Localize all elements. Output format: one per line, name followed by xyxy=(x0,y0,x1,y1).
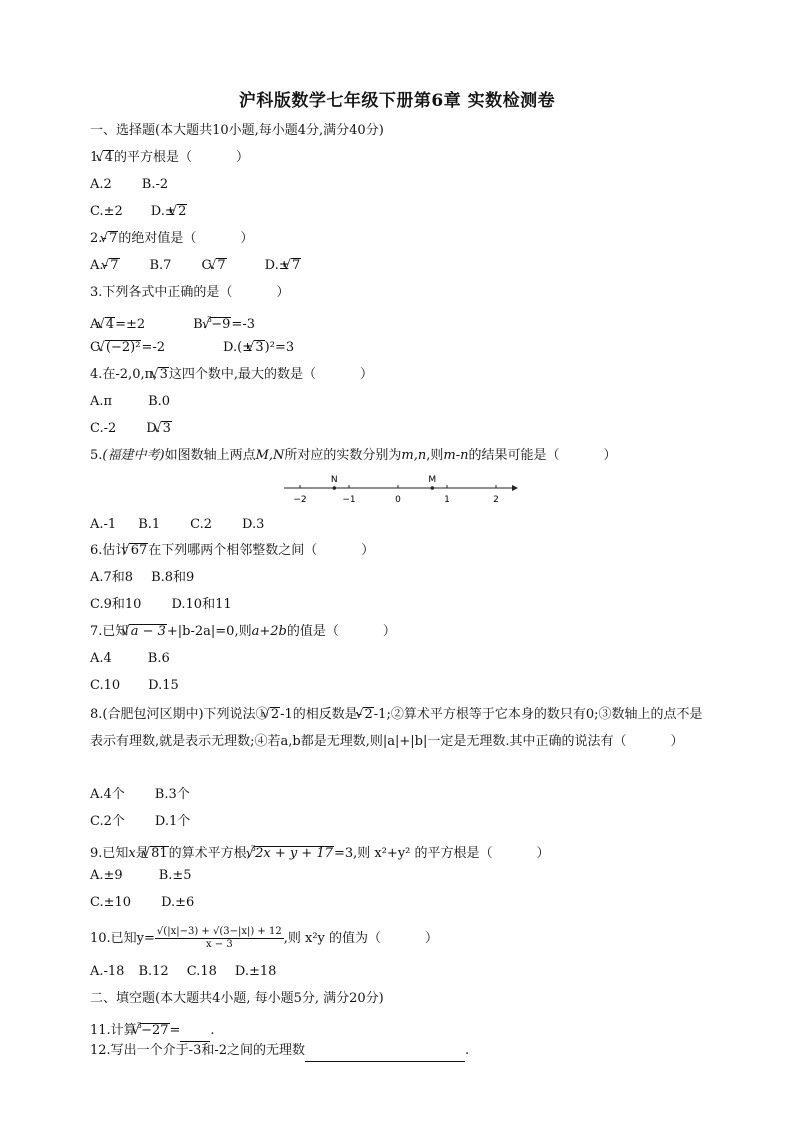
point-n-label: N xyxy=(330,475,338,485)
question-4: 4.在-2,0,π,√ 3这四个数中,最大的数是（ ） xyxy=(90,365,373,385)
tick-label: −1 xyxy=(342,495,356,505)
number-line-diagram xyxy=(280,474,520,508)
fraction: $\frac{√(|x|-3) + √(3-|x|) + 12}{x - 3}$ xyxy=(156,926,282,950)
question-6: 6.估计√ 67在下列哪两个相邻整数之间（ ） xyxy=(90,541,374,561)
question-6-options-cd: C.9和10 D.10和11 xyxy=(90,597,232,612)
question-10-options: A.-18 B.12 C.18 D.±18 xyxy=(90,964,277,979)
answer-blank[interactable] xyxy=(180,1021,210,1042)
question-3-options-ab: A.√ 4=±2 B.$^3$√ −9=-3 xyxy=(90,310,255,335)
question-7-options-cd: C.10 D.15 xyxy=(90,678,179,693)
question-4-options-cd: C.-2 D.√ 3 xyxy=(90,419,172,439)
question-2: 2.-√ 7的绝对值是（ ） xyxy=(90,229,253,249)
question-1: 1.√ 4的平方根是（ ） xyxy=(90,148,249,168)
section-heading-choice: 一、选择题(本大题共10小题,每小题4分,满分40分) xyxy=(90,123,384,138)
question-3: 3.下列各式中正确的是（ ） xyxy=(90,285,290,300)
section-heading-fill: 二、填空题(本大题共4小题, 每小题5分, 满分20分) xyxy=(90,991,384,1006)
point-m xyxy=(431,486,435,490)
point-m-label: M xyxy=(428,475,437,485)
question-6-options-ab: A.7和8 B.8和9 xyxy=(90,570,195,585)
question-10: 10.已知y= $\frac{√(|x|-3) + √(3-|x|) + 12}{x - 3}$ ,则 x²y 的值为（ ） xyxy=(90,926,439,950)
answer-blank[interactable] xyxy=(305,1041,465,1062)
tick-label: 1 xyxy=(444,495,450,505)
axis-arrow xyxy=(512,485,518,491)
page-title: 沪科版数学七年级下册第6章 实数检测卷 xyxy=(238,91,556,111)
question-7-options-ab: A.4 B.6 xyxy=(90,651,170,666)
question-9-options-cd: C.±10 D.±6 xyxy=(90,895,195,910)
point-n xyxy=(333,486,337,490)
question-1-options-cd: C.±2 D.±√ 2 xyxy=(90,202,187,222)
question-5-options: A.-1 B.1 C.2 D.3 xyxy=(90,517,265,532)
question-8-options-ab: A.4个 B.3个 xyxy=(90,787,190,802)
question-1-options-ab: A.2 B.-2 xyxy=(90,177,169,192)
tick-label: 0 xyxy=(395,495,401,505)
question-9: 9.已知x是√ 81的算术平方根,$^3$√ 2x + y + 17=3,则 x²+y² 的平方根是（ ） xyxy=(90,839,550,864)
tick-label: 2 xyxy=(493,495,499,505)
tick-label: −2 xyxy=(293,495,307,505)
question-3-options-cd: C.√ (−2)²=-2 D.(±√ 3)²=3 xyxy=(90,338,294,358)
question-8: 8.(合肥包河区期中)下列说法①√ 2-1的相反数是-√ 2-1;②算术平方根等于它本身的数只有0;③数轴上的点不是表示有理数,就是表示无理数;④若a,b都是无理数,则|a|+|b|一定是无理数.其中正确的说法有（ ） xyxy=(90,701,710,755)
question-2-options: A.-√ 7 B.7 C.√ 7 D.±√ 7 xyxy=(90,256,301,276)
question-12: 12.写出一个介于-3和-2之间的无理数 . xyxy=(90,1041,469,1062)
question-9-options-ab: A.±9 B.±5 xyxy=(90,868,192,883)
question-5: 5.(福建中考)如图数轴上两点M,N所对应的实数分别为m,n,则m-n的结果可能是（ ） xyxy=(90,448,617,463)
question-11: 11.计算$^3$√ −27= . xyxy=(90,1016,215,1042)
question-7: 7.已知√ a − 3+|b-2a|=0,则a+2b的值是（ ） xyxy=(90,622,396,642)
radical: √ 4 xyxy=(103,150,114,165)
question-4-options-ab: A.π B.0 xyxy=(90,394,171,409)
question-8-options-cd: C.2个 D.1个 xyxy=(90,814,191,829)
